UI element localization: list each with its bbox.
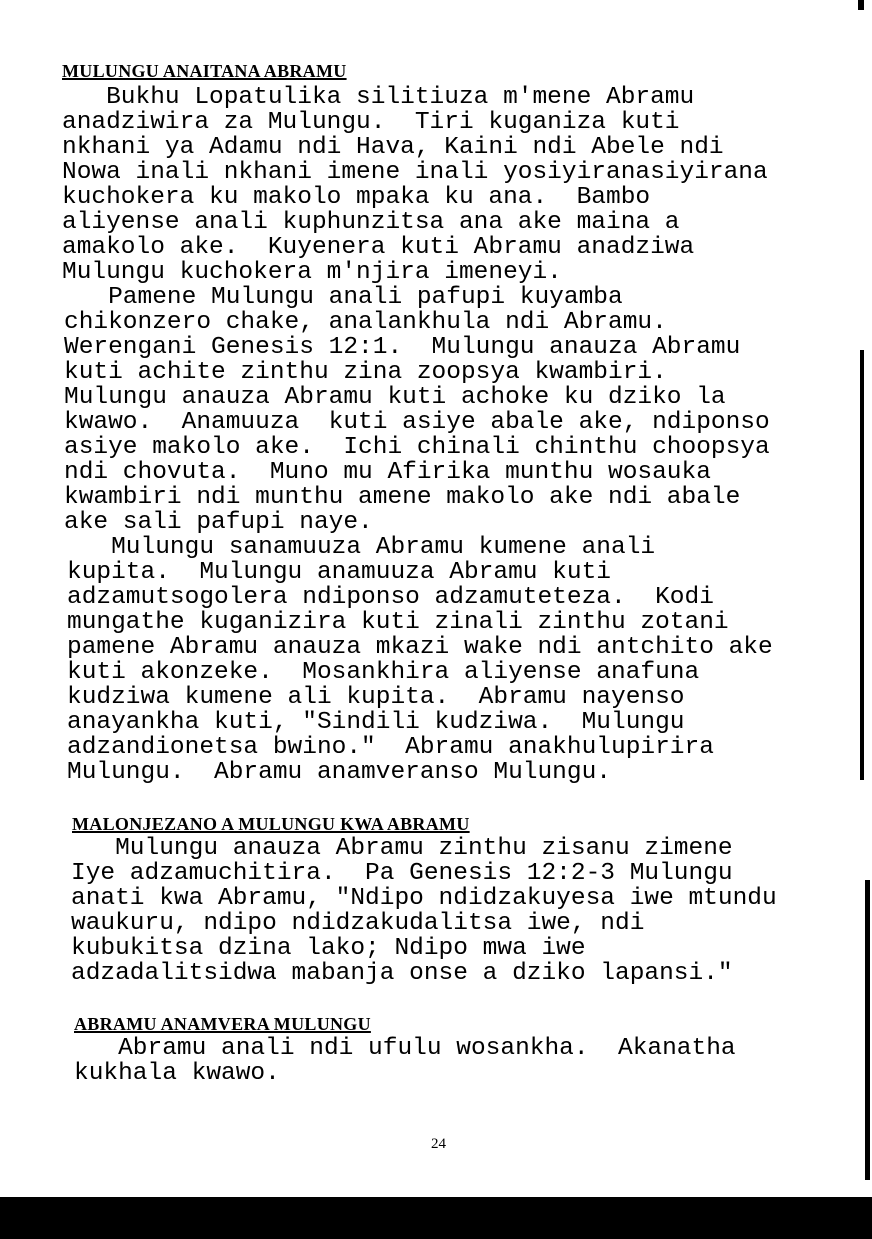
- paragraph: [67, 535, 773, 785]
- text-line: ndi chovuta. Muno mu Afirika munthu wosauka: [64, 459, 711, 486]
- scan-edge-mark: [860, 350, 864, 780]
- text-line: kuti akonzeke. Mosankhira aliyense anafuna: [67, 659, 700, 686]
- text-line: adzandionetsa bwino." Abramu anakhulupirira: [67, 734, 714, 761]
- text-line: Mulungu anauza Abramu zinthu zisanu zimene: [71, 835, 733, 862]
- text-line: pamene Abramu anauza mkazi wake ndi antchito ake: [67, 634, 773, 661]
- text-line: Mulungu. Abramu anamveranso Mulungu.: [67, 759, 611, 786]
- text-line: adzamutsogolera ndiponso adzamuteteza. Kodi: [67, 584, 714, 611]
- text-line: Werengani Genesis 12:1. Mulungu anauza Abramu: [64, 334, 741, 361]
- text-line: aliyense anali kuphunzitsa ana ake maina a: [62, 209, 680, 236]
- text-line: anadziwira za Mulungu. Tiri kuganiza kuti: [62, 109, 680, 136]
- paragraph: [74, 1036, 736, 1086]
- text-line: Abramu anali ndi ufulu wosankha. Akanatha: [74, 1035, 736, 1062]
- paragraph: [71, 836, 777, 986]
- text-line: Nowa inali nkhani imene inali yosiyiranasiyirana: [62, 159, 768, 186]
- text-line: asiye makolo ake. Ichi chinali chinthu choopsya: [64, 434, 770, 461]
- scan-bottom-border: [0, 1197, 872, 1239]
- text-line: kuti achite zinthu zina zoopsya kwambiri.: [64, 359, 667, 386]
- text-line: amakolo ake. Kuyenera kuti Abramu anadziwa: [62, 234, 695, 261]
- text-line: kuchokera ku makolo mpaka ku ana. Bambo: [62, 184, 651, 211]
- text-line: anayankha kuti, "Sindili kudziwa. Mulungu: [67, 709, 685, 736]
- text-line: ake sali pafupi naye.: [64, 509, 373, 536]
- text-line: nkhani ya Adamu ndi Hava, Kaini ndi Abele ndi: [62, 134, 724, 161]
- section-heading: MULUNGU ANAITANA ABRAMU: [62, 61, 347, 81]
- text-line: chikonzero chake, analankhula ndi Abramu.: [64, 309, 667, 336]
- scan-edge-mark: [858, 0, 864, 10]
- text-line: anati kwa Abramu, "Ndipo ndidzakuyesa iwe mtundu: [71, 885, 777, 912]
- text-line: adzadalitsidwa mabanja onse a dziko lapansi.": [71, 960, 733, 987]
- text-line: Pamene Mulungu anali pafupi kuyamba: [64, 284, 623, 311]
- text-line: kwawo. Anamuuza kuti asiye abale ake, ndiponso: [64, 409, 770, 436]
- text-line: kukhala kwawo.: [74, 1060, 280, 1087]
- page-number: 24: [431, 1136, 446, 1152]
- text-line: Iye adzamuchitira. Pa Genesis 12:2-3 Mulungu: [71, 860, 733, 887]
- text-line: waukuru, ndipo ndidzakudalitsa iwe, ndi: [71, 910, 645, 937]
- paragraph: [62, 85, 768, 285]
- text-line: kubukitsa dzina lako; Ndipo mwa iwe: [71, 935, 586, 962]
- text-line: kudziwa kumene ali kupita. Abramu nayenso: [67, 684, 685, 711]
- scan-edge-mark: [865, 880, 870, 1180]
- text-line: mungathe kuganizira kuti zinali zinthu zotani: [67, 609, 729, 636]
- text-line: Mulungu kuchokera m'njira imeneyi.: [62, 259, 562, 286]
- section-heading: ABRAMU ANAMVERA MULUNGU: [74, 1014, 371, 1034]
- section-heading: MALONJEZANO A MULUNGU KWA ABRAMU: [72, 814, 470, 834]
- paragraph: [64, 285, 770, 535]
- text-line: Mulungu sanamuuza Abramu kumene anali: [67, 534, 656, 561]
- text-line: kwambiri ndi munthu amene makolo ake ndi abale: [64, 484, 741, 511]
- text-line: Bukhu Lopatulika silitiuza m'mene Abramu: [62, 84, 695, 111]
- text-line: kupita. Mulungu anamuuza Abramu kuti: [67, 559, 611, 586]
- text-line: Mulungu anauza Abramu kuti achoke ku dziko la: [64, 384, 726, 411]
